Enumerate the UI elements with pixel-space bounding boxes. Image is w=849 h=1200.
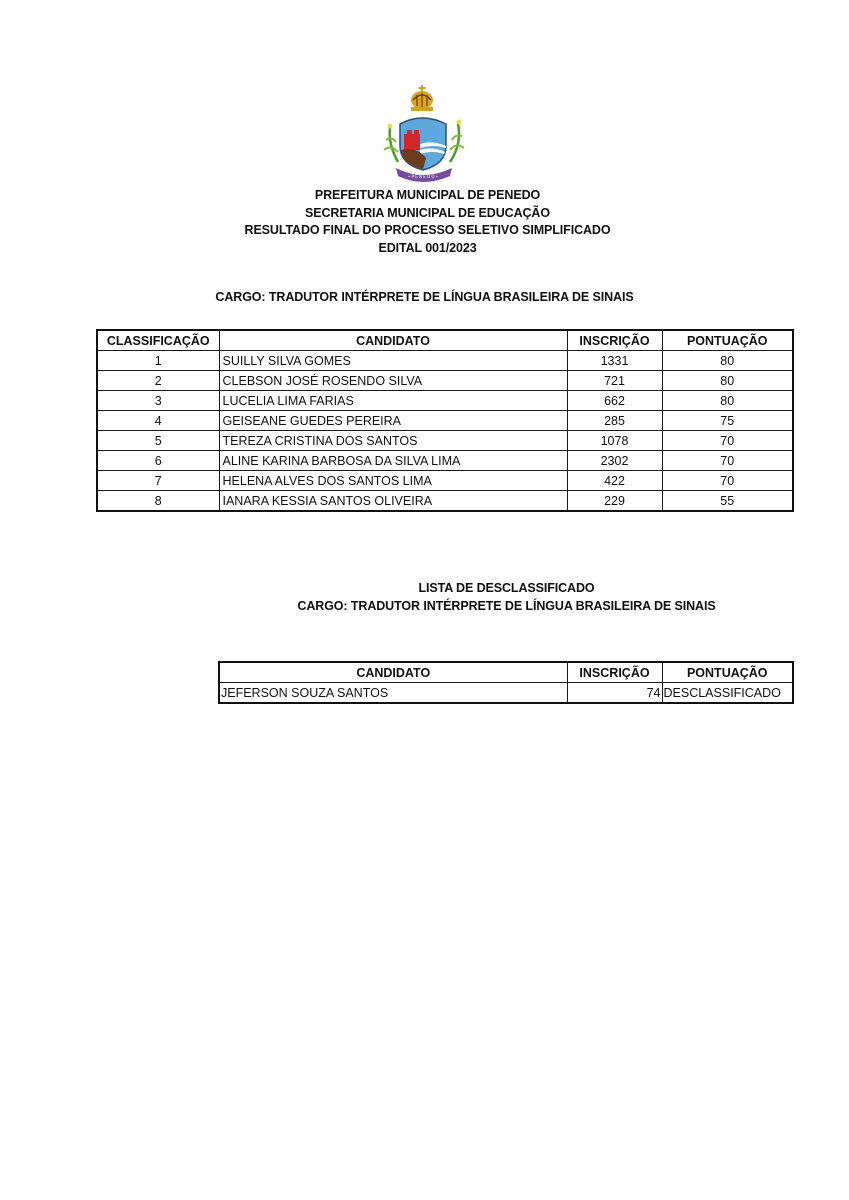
table-row [219,683,793,704]
pontuacao-cell: 80 [662,371,793,391]
inscricao-cell: 285 [567,411,662,431]
disqualified-title: LISTA DE DESCLASSIFICADO [418,581,595,595]
pontuacao-cell: DESCLASSIFICADO [662,683,793,704]
inscricao-cell: 2302 [567,451,662,471]
disqualified-cargo: CARGO: TRADUTOR INTÉRPRETE DE LÍNGUA BRASILEIRA DE SINAIS [297,598,716,613]
column-header-classificacao: CLASSIFICAÇÃO [97,330,219,351]
disqualified-table-header [219,662,793,683]
classificacao-cell: 3 [97,391,219,411]
candidato-cell: IANARA KESSIA SANTOS OLIVEIRA [219,491,567,512]
table-row [97,351,793,371]
document-header [3,187,849,257]
classificacao-cell: 5 [97,431,219,451]
column-header-pontuacao: PONTUAÇÃO [662,330,793,351]
column-header-candidato: CANDIDATO [219,662,567,683]
disqualified-table [218,661,794,704]
column-header-inscricao: INSCRIÇÃO [567,662,662,683]
inscricao-cell: 1331 [567,351,662,371]
penedo-coat-of-arms-icon [376,84,472,184]
header-line-prefeitura: PREFEITURA MUNICIPAL DE PENEDO [314,188,541,202]
column-header-pontuacao: PONTUAÇÃO [662,662,793,683]
results-table [96,329,794,512]
classificacao-cell: 8 [97,491,219,512]
candidato-cell: ALINE KARINA BARBOSA DA SILVA LIMA [219,451,567,471]
classificacao-cell: 1 [97,351,219,371]
classificacao-cell: 7 [97,471,219,491]
column-header-candidato: CANDIDATO [219,330,567,351]
header-line-resultado: RESULTADO FINAL DO PROCESSO SELETIVO SIMPLIFICADO [244,223,611,237]
table-row [97,491,793,512]
table-row [97,411,793,431]
header-line-edital: EDITAL 001/2023 [378,240,477,255]
table-row [97,431,793,451]
inscricao-cell: 1078 [567,431,662,451]
candidato-cell: JEFERSON SOUZA SANTOS [219,683,567,704]
candidato-cell: TEREZA CRISTINA DOS SANTOS [219,431,567,451]
cargo-title: CARGO: TRADUTOR INTÉRPRETE DE LÍNGUA BRASILEIRA DE SINAIS [215,290,634,304]
pontuacao-cell: 80 [662,351,793,371]
table-row [97,391,793,411]
classificacao-cell: 6 [97,451,219,471]
pontuacao-cell: 70 [662,431,793,451]
pontuacao-cell: 70 [662,451,793,471]
candidato-cell: GEISEANE GUEDES PEREIRA [219,411,567,431]
results-table-header [97,330,793,351]
table-row [97,451,793,471]
candidato-cell: LUCELIA LIMA FARIAS [219,391,567,411]
candidato-cell: HELENA ALVES DOS SANTOS LIMA [219,471,567,491]
table-row [97,471,793,491]
candidato-cell: SUILLY SILVA GOMES [219,351,567,371]
pontuacao-cell: 55 [662,491,793,512]
column-header-inscricao: INSCRIÇÃO [567,330,662,351]
table-row [97,371,793,391]
candidato-cell: CLEBSON JOSÉ ROSENDO SILVA [219,371,567,391]
inscricao-cell: 721 [567,371,662,391]
svg-text:• P E N E D O •: • P E N E D O • [407,174,439,179]
classificacao-cell: 2 [97,371,219,391]
inscricao-cell: 74 [567,683,662,704]
disqualified-header [82,580,849,615]
pontuacao-cell: 70 [662,471,793,491]
pontuacao-cell: 80 [662,391,793,411]
inscricao-cell: 422 [567,471,662,491]
classificacao-cell: 4 [97,411,219,431]
header-line-secretaria: SECRETARIA MUNICIPAL DE EDUCAÇÃO [305,205,550,220]
inscricao-cell: 229 [567,491,662,512]
inscricao-cell: 662 [567,391,662,411]
pontuacao-cell: 75 [662,411,793,431]
